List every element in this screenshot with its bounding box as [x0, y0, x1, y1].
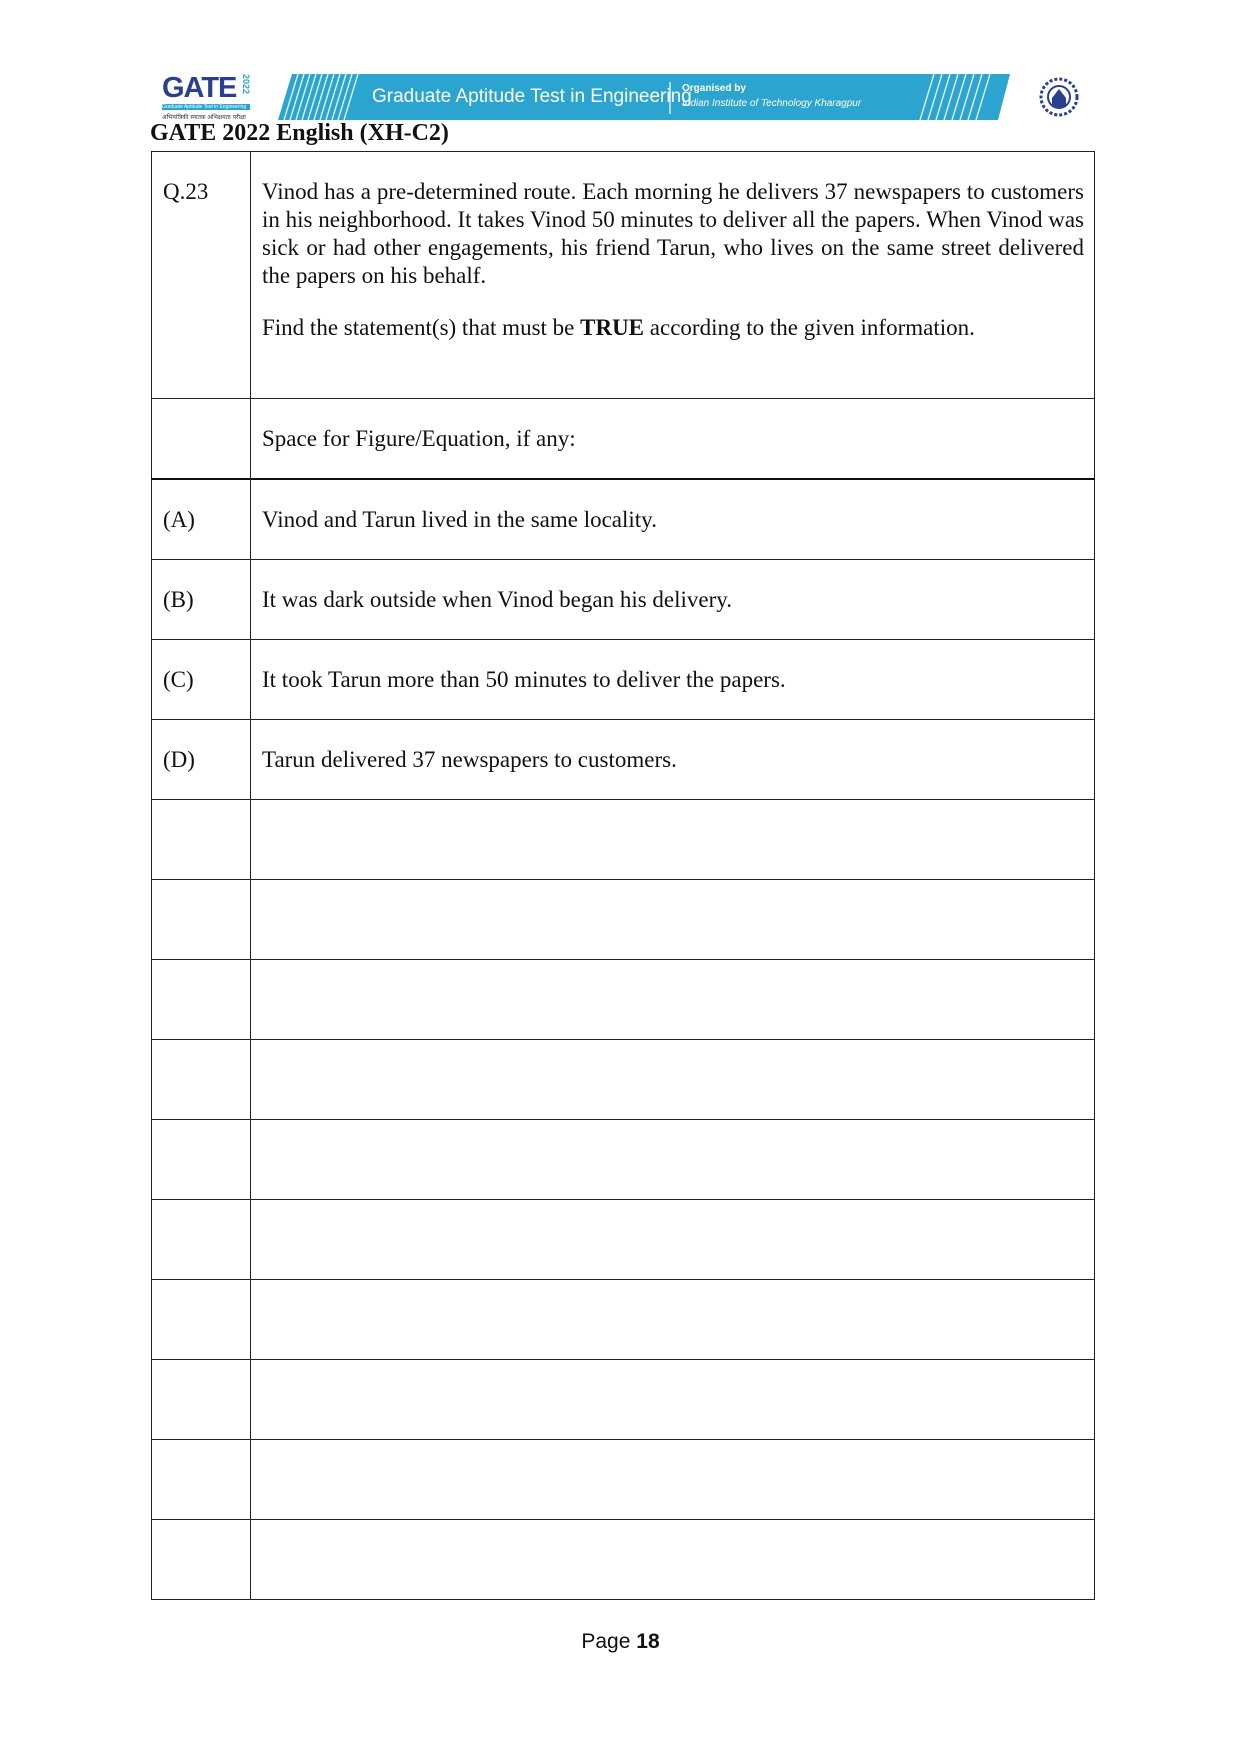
question-ask [262, 314, 1084, 342]
logo-hindi: अभियांत्रिकी स्नातक अभिक्षमता परीक्षा [162, 114, 246, 121]
blank-row [152, 1520, 1095, 1600]
empty-cell [251, 1120, 1095, 1200]
option-text: It took Tarun more than 50 minutes to deliver the papers. [251, 640, 1095, 720]
option-text: It was dark outside when Vinod began his delivery. [251, 560, 1095, 640]
empty-cell [251, 880, 1095, 960]
empty-cell [251, 1520, 1095, 1600]
empty-cell [251, 1040, 1095, 1120]
empty-cell [152, 880, 251, 960]
option-row-c [152, 640, 1095, 720]
option-label: (B) [152, 560, 251, 640]
figure-space-row [152, 399, 1095, 480]
page-number-value: 18 [636, 1630, 660, 1653]
option-label: (C) [152, 640, 251, 720]
document-title: GATE 2022 English (XH-C2) [150, 120, 449, 146]
figure-space-label: Space for Figure/Equation, if any: [251, 399, 1095, 480]
ask-after: according to the given information. [644, 315, 975, 340]
blank-row [152, 880, 1095, 960]
blank-row [152, 1360, 1095, 1440]
blank-row [152, 1440, 1095, 1520]
ask-before: Find the statement(s) that must be [262, 315, 581, 340]
empty-cell [251, 1200, 1095, 1280]
empty-cell [152, 1440, 251, 1520]
logo-word: GATE [162, 72, 237, 104]
option-label: (A) [152, 479, 251, 560]
option-row-d [152, 720, 1095, 800]
empty-cell [152, 1120, 251, 1200]
page-prefix: Page [581, 1630, 637, 1653]
empty-cell [251, 800, 1095, 880]
header-banner [160, 72, 1080, 122]
empty-cell [152, 1520, 251, 1600]
empty-cell [251, 1440, 1095, 1520]
empty-cell [152, 1360, 251, 1440]
logo-tagline: Graduate Aptitude Test in Engineering [162, 104, 250, 110]
option-text: Vinod and Tarun lived in the same locality. [251, 479, 1095, 560]
option-text: Tarun delivered 37 newspapers to customers. [251, 720, 1095, 800]
question-stem: Vinod has a pre-determined route. Each morning he delivers 37 newspapers to customers in his neighborhood. It takes Vinod 50 minutes to deliver all the papers. When Vinod was sick or had other engagements, his friend Tarun, who lives on the same street delivered the papers on his behalf. [262, 179, 1084, 288]
blank-row [152, 1280, 1095, 1360]
logo-year: 2022 [241, 74, 251, 95]
option-row-b [152, 560, 1095, 640]
blank-row [152, 1040, 1095, 1120]
empty-cell [152, 1280, 251, 1360]
question-body [251, 152, 1095, 399]
empty-cell [251, 1360, 1095, 1440]
gate-logo [160, 72, 252, 122]
empty-cell [251, 960, 1095, 1040]
ask-bold: TRUE [580, 315, 645, 340]
question-number: Q.23 [152, 152, 251, 399]
iit-kharagpur-emblem-icon [1038, 76, 1080, 118]
blank-row [152, 1200, 1095, 1280]
option-label: (D) [152, 720, 251, 800]
blank-row [152, 800, 1095, 880]
organiser-name: Indian Institute of Technology Kharagpur [682, 98, 862, 109]
blank-row [152, 960, 1095, 1040]
page-number [0, 1630, 1241, 1654]
empty-cell [152, 800, 251, 880]
empty-cell [152, 1200, 251, 1280]
blank-row [152, 1120, 1095, 1200]
question-stem-row [152, 152, 1095, 399]
empty-cell [152, 1040, 251, 1120]
banner-title: Graduate Aptitude Test in Engineering [372, 86, 692, 107]
question-table [151, 151, 1095, 1600]
organised-by-label: Organised by [682, 83, 746, 94]
option-row-a [152, 479, 1095, 560]
banner-strip [278, 74, 1010, 120]
empty-cell [152, 960, 251, 1040]
empty-cell [251, 1280, 1095, 1360]
empty-cell [152, 399, 251, 480]
